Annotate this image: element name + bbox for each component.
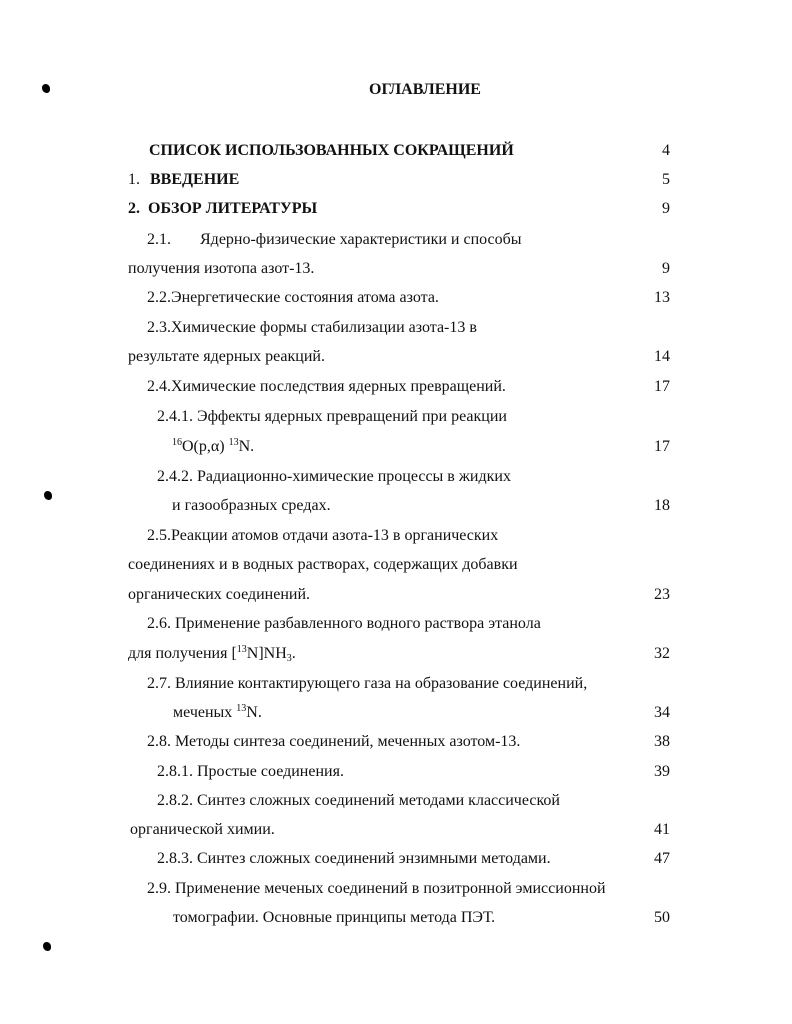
- formula-superscript: 13: [236, 703, 247, 714]
- toc-entry-page: 32: [654, 645, 670, 662]
- formula-superscript: 13: [228, 437, 239, 448]
- toc-entry-label: Ядерно-физические характеристики и способы: [200, 231, 522, 248]
- toc-entry-label: 2.4.Химические последствия ядерных превращений.: [147, 378, 506, 395]
- formula-text: N]NH: [246, 645, 287, 662]
- formula-text: для получения [: [128, 645, 237, 662]
- toc-entry-label-cont: результате ядерных реакций.: [128, 348, 325, 365]
- formula-text: .: [291, 645, 296, 662]
- toc-entry-label-cont: томографии. Основные принципы метода ПЭТ.: [173, 909, 496, 926]
- toc-entry-label-cont: соединениях и в водных растворах, содержащих добавки: [128, 556, 518, 573]
- toc-entry-page: 38: [654, 733, 670, 750]
- toc-entry-page: 23: [654, 586, 670, 603]
- toc-entry-label: 2. ОБЗОР ЛИТЕРАТУРЫ: [128, 200, 318, 217]
- toc-entry-page: 41: [654, 821, 670, 838]
- formula-text: N.: [246, 704, 262, 721]
- toc-entry-label: 2.5.Реакции атомов отдачи азота-13 в органических: [147, 527, 499, 544]
- toc-entry-label: 2.2.Энергетические состояния атома азота.: [147, 289, 439, 306]
- toc-entry-page: 14: [654, 348, 670, 365]
- toc-entry-label: 2.8.3. Синтез сложных соединений энзимными методами.: [157, 850, 551, 867]
- toc-entry-label: ВВЕДЕНИЕ: [150, 171, 240, 188]
- toc-entry-label: СПИСОК ИСПОЛЬЗОВАННЫХ СОКРАЩЕНИЙ: [149, 142, 514, 159]
- formula-superscript: 16: [172, 437, 182, 448]
- toc-entry-label: 2.6. Применение разбавленного водного раствора этанола: [147, 615, 541, 632]
- toc-entry-label: 2.8.1. Простые соединения.: [157, 763, 344, 780]
- toc-entry-label-cont: получения изотопа азот-13.: [128, 260, 315, 277]
- formula-superscript: 13: [236, 644, 247, 655]
- toc-entry-page: 9: [662, 260, 670, 277]
- toc-entry-label: 2.7. Влияние контактирующего газа на образование соединений,: [147, 675, 588, 692]
- toc-entry-label: 2.8.2. Синтез сложных соединений методами классической: [157, 792, 560, 809]
- toc-entry-page: 17: [654, 378, 670, 395]
- toc-entry-label: 2.8. Методы синтеза соединений, меченных азотом-13.: [147, 733, 521, 750]
- formula-text: O(p,α): [182, 438, 229, 455]
- toc-entry-page: 13: [654, 289, 670, 306]
- toc-entry-formula: [172, 438, 254, 456]
- margin-mark: [44, 491, 52, 500]
- toc-entry-label: 2.9. Применение меченых соединений в позитронной эмиссионной: [147, 880, 606, 897]
- toc-entry-page: 34: [654, 704, 670, 721]
- toc-entry-page: 9: [662, 200, 670, 217]
- page-title: ОГЛАВЛЕНИЕ: [369, 81, 481, 98]
- toc-entry-label: 2.4.1. Эффекты ядерных превращений при реакции: [157, 408, 507, 425]
- toc-entry-formula: [128, 645, 296, 663]
- toc-entry-formula: [173, 704, 262, 722]
- margin-mark: [43, 942, 51, 951]
- toc-entry-page: 4: [662, 142, 670, 159]
- toc-entry-number: 1.: [128, 171, 140, 188]
- toc-entry-label: 2.4.2. Радиационно-химические процессы в жидких: [157, 468, 511, 485]
- toc-entry-label-cont: органической химии.: [130, 821, 275, 838]
- toc-entry-number: 2.1.: [147, 231, 171, 248]
- toc-entry-page: 50: [654, 909, 670, 926]
- toc-entry-page: 47: [654, 850, 670, 867]
- formula-text: N.: [238, 438, 255, 455]
- toc-entry-page: 17: [654, 438, 670, 455]
- toc-entry-label-cont: органических соединений.: [128, 586, 311, 603]
- toc-entry-label: 2.3.Химические формы стабилизации азота-13 в: [147, 319, 477, 336]
- toc-entry-page: 5: [662, 171, 670, 188]
- toc-entry-label-cont: и газообразных средах.: [172, 497, 331, 514]
- formula-subscript: 3: [286, 653, 292, 664]
- toc-entry-page: 18: [654, 497, 670, 514]
- toc-entry-page: 39: [654, 763, 670, 780]
- formula-text: меченых: [173, 704, 237, 721]
